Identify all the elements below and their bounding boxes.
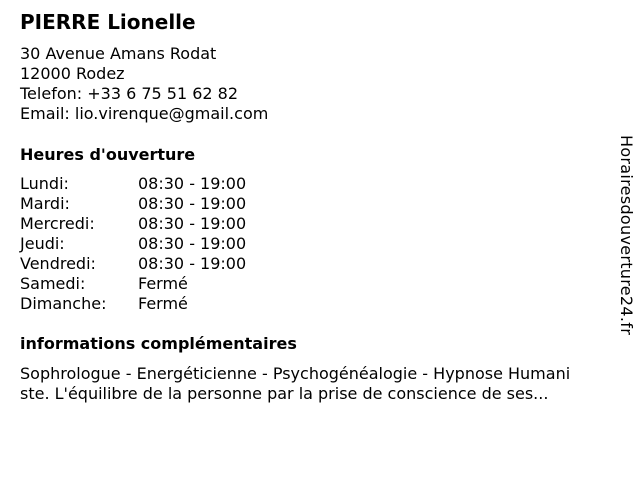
- description-text: [20, 364, 620, 404]
- day-label: Samedi:: [20, 274, 86, 293]
- day-hours: Fermé: [138, 274, 188, 293]
- day-label: Vendredi:: [20, 254, 96, 273]
- phone-number: Telefon: +33 6 75 51 62 82: [20, 84, 239, 103]
- city-postal: 12000 Rodez: [20, 64, 125, 83]
- day-hours: 08:30 - 19:00: [138, 254, 247, 273]
- day-hours: 08:30 - 19:00: [138, 214, 247, 233]
- day-hours: 08:30 - 19:00: [138, 174, 247, 193]
- day-label: Mardi:: [20, 194, 70, 213]
- street-address: 30 Avenue Amans Rodat: [20, 44, 217, 63]
- day-hours: Fermé: [138, 294, 188, 313]
- day-hours: 08:30 - 19:00: [138, 234, 247, 253]
- contact-block: [20, 44, 268, 124]
- day-hours: 08:30 - 19:00: [138, 194, 247, 213]
- day-label: Lundi:: [20, 174, 69, 193]
- day-label: Jeudi:: [20, 234, 65, 253]
- business-name: PIERRE Lionelle: [20, 10, 196, 34]
- additional-info-heading: informations complémentaires: [20, 334, 297, 353]
- opening-hours-heading: Heures d'ouverture: [20, 145, 196, 164]
- description-line: ste. L'équilibre de la personne par la prise de conscience de ses...: [20, 384, 549, 403]
- site-watermark: Horairesdouverture24.fr: [617, 135, 636, 336]
- day-label: Mercredi:: [20, 214, 95, 233]
- day-label: Dimanche:: [20, 294, 107, 313]
- email-address: Email: lio.virenque@gmail.com: [20, 104, 269, 123]
- description-line: Sophrologue - Energéticienne - Psychogénéalogie - Hypnose Humani: [20, 364, 571, 383]
